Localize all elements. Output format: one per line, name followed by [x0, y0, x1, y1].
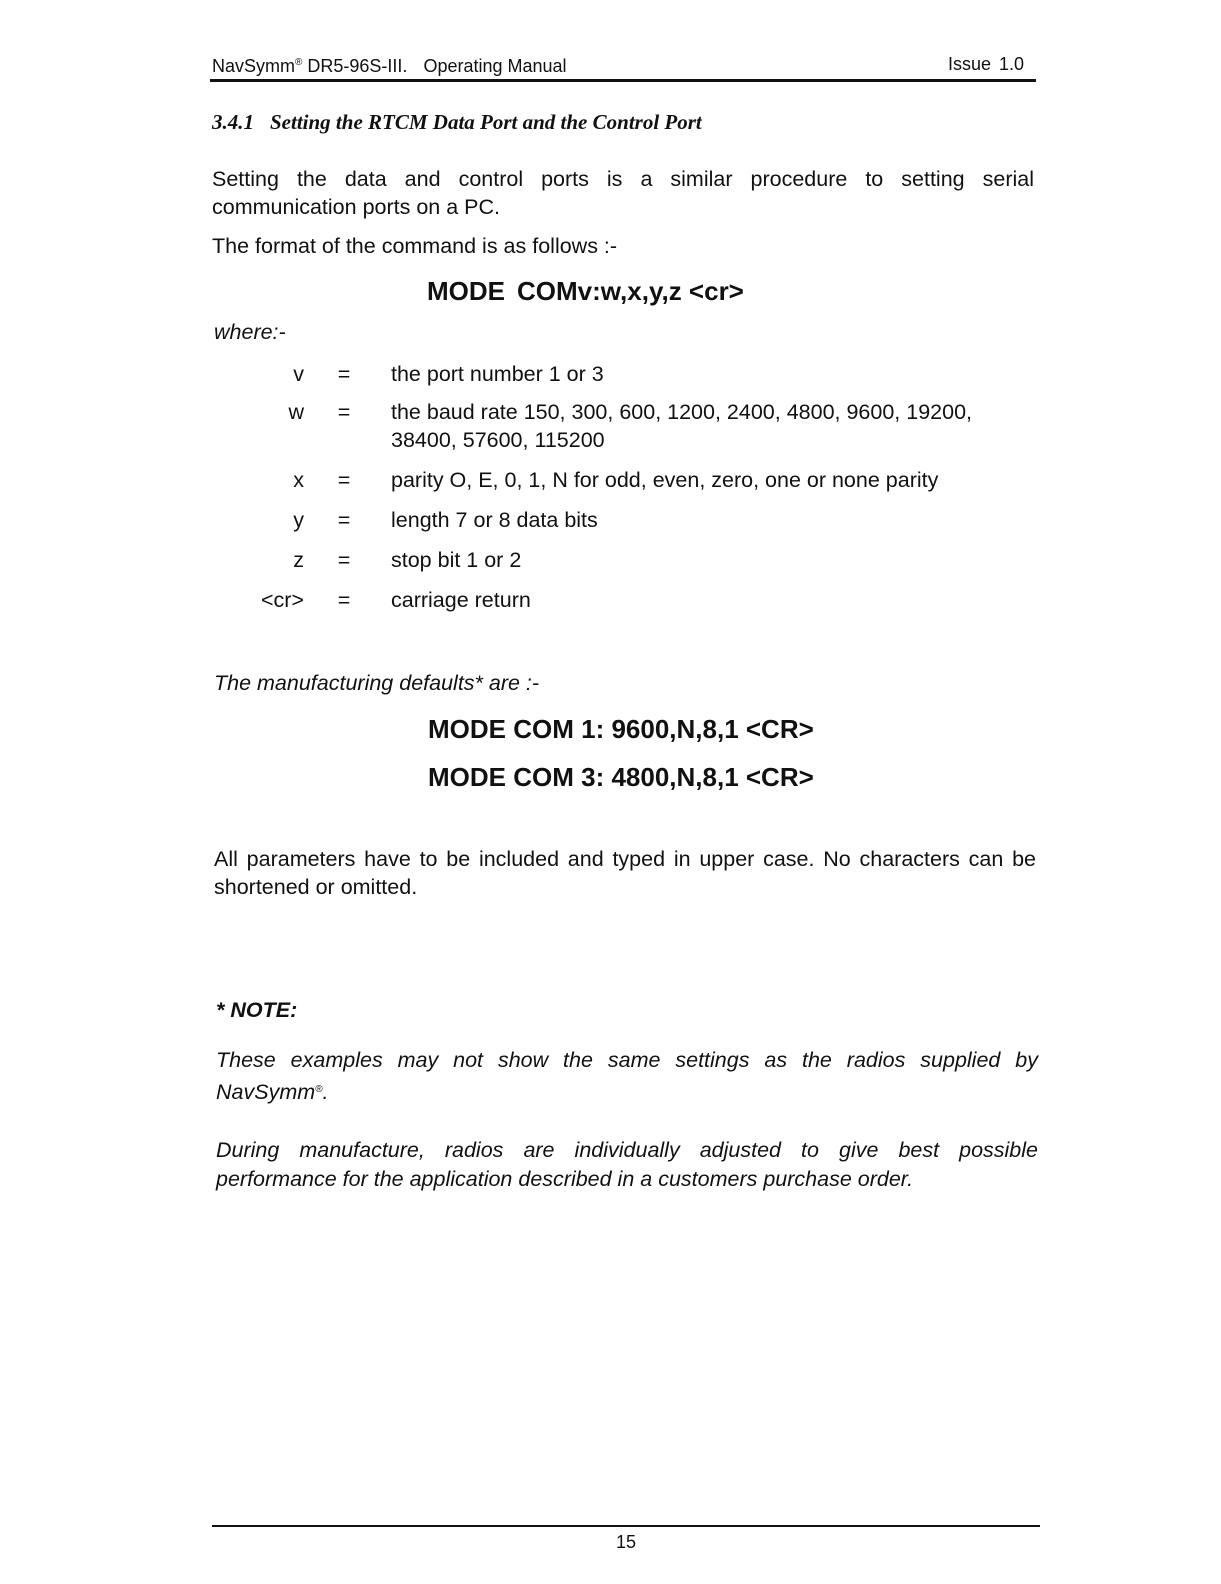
command-syntax	[427, 276, 744, 307]
section-title: Setting the RTCM Data Port and the Control Port	[270, 110, 702, 134]
issue-number: 1.0	[999, 54, 1025, 74]
brand-name: NavSymm	[212, 56, 296, 76]
definition-equals: =	[337, 508, 351, 532]
section-number: 3.4.1	[212, 110, 254, 134]
defaults-label: The manufacturing defaults* are :-	[214, 671, 540, 695]
page-number: 15	[615, 1532, 637, 1552]
command-args: COMv:w,x,y,z <cr>	[517, 276, 744, 306]
definition-symbol: y	[293, 508, 304, 532]
registered-mark: ®	[315, 1084, 323, 1095]
definition-equals: =	[337, 548, 351, 572]
definition-equals: =	[337, 400, 351, 424]
note-period: .	[322, 1080, 329, 1104]
definition-text: parity O, E, 0, 1, N for odd, even, zero, one or none parity	[391, 468, 939, 492]
default-com1-command: MODE COM 1: 9600,N,8,1 <CR>	[428, 714, 814, 744]
note-paragraph	[216, 1046, 1038, 1107]
definition-symbol: <cr>	[260, 588, 304, 612]
definition-text: the baud rate 150, 300, 600, 1200, 2400, 4800, 9600, 19200, 38400, 57600, 115200	[391, 400, 973, 452]
header-rule	[210, 79, 1036, 82]
definition-text: stop bit 1 or 2	[391, 548, 522, 572]
default-com3-command: MODE COM 3: 4800,N,8,1 <CR>	[428, 762, 814, 792]
definition-text: carriage return	[391, 588, 531, 612]
issue-text: Issue	[948, 54, 992, 74]
where-label: where:-	[214, 320, 286, 344]
footer-rule	[212, 1525, 1040, 1527]
definition-equals: =	[337, 362, 351, 386]
definition-symbol: v	[293, 362, 304, 386]
issue-label	[948, 54, 1024, 75]
manufacture-paragraph: During manufacture, radios are individually adjusted to give best possible performance for the application described in a customers purchase order.	[216, 1138, 1038, 1191]
parameters-paragraph: All parameters have to be included and typed in upper case. No characters can be shortened or omitted.	[214, 847, 1036, 899]
document-title: Operating Manual	[423, 56, 567, 76]
definition-symbol: w	[288, 400, 304, 424]
definition-equals: =	[337, 588, 351, 612]
definition-text: the port number 1 or 3	[391, 362, 604, 386]
note-text: These examples may not show the same settings as the radios supplied by NavSymm	[216, 1048, 1038, 1104]
registered-mark: ®	[295, 57, 303, 68]
format-intro: The format of the command is as follows :-	[212, 234, 618, 258]
note-heading: * NOTE:	[216, 998, 298, 1022]
intro-paragraph: Setting the data and control ports is a similar procedure to setting serial communication ports on a PC.	[212, 167, 1034, 219]
definition-equals: =	[337, 468, 351, 492]
definition-text: length 7 or 8 data bits	[391, 508, 598, 532]
section-heading	[212, 110, 702, 135]
running-header-title	[212, 56, 567, 77]
definition-symbol: x	[293, 468, 304, 492]
definition-symbol: z	[293, 548, 304, 572]
command-keyword: MODE	[427, 276, 505, 306]
model-name: DR5-96S-III.	[307, 56, 408, 76]
